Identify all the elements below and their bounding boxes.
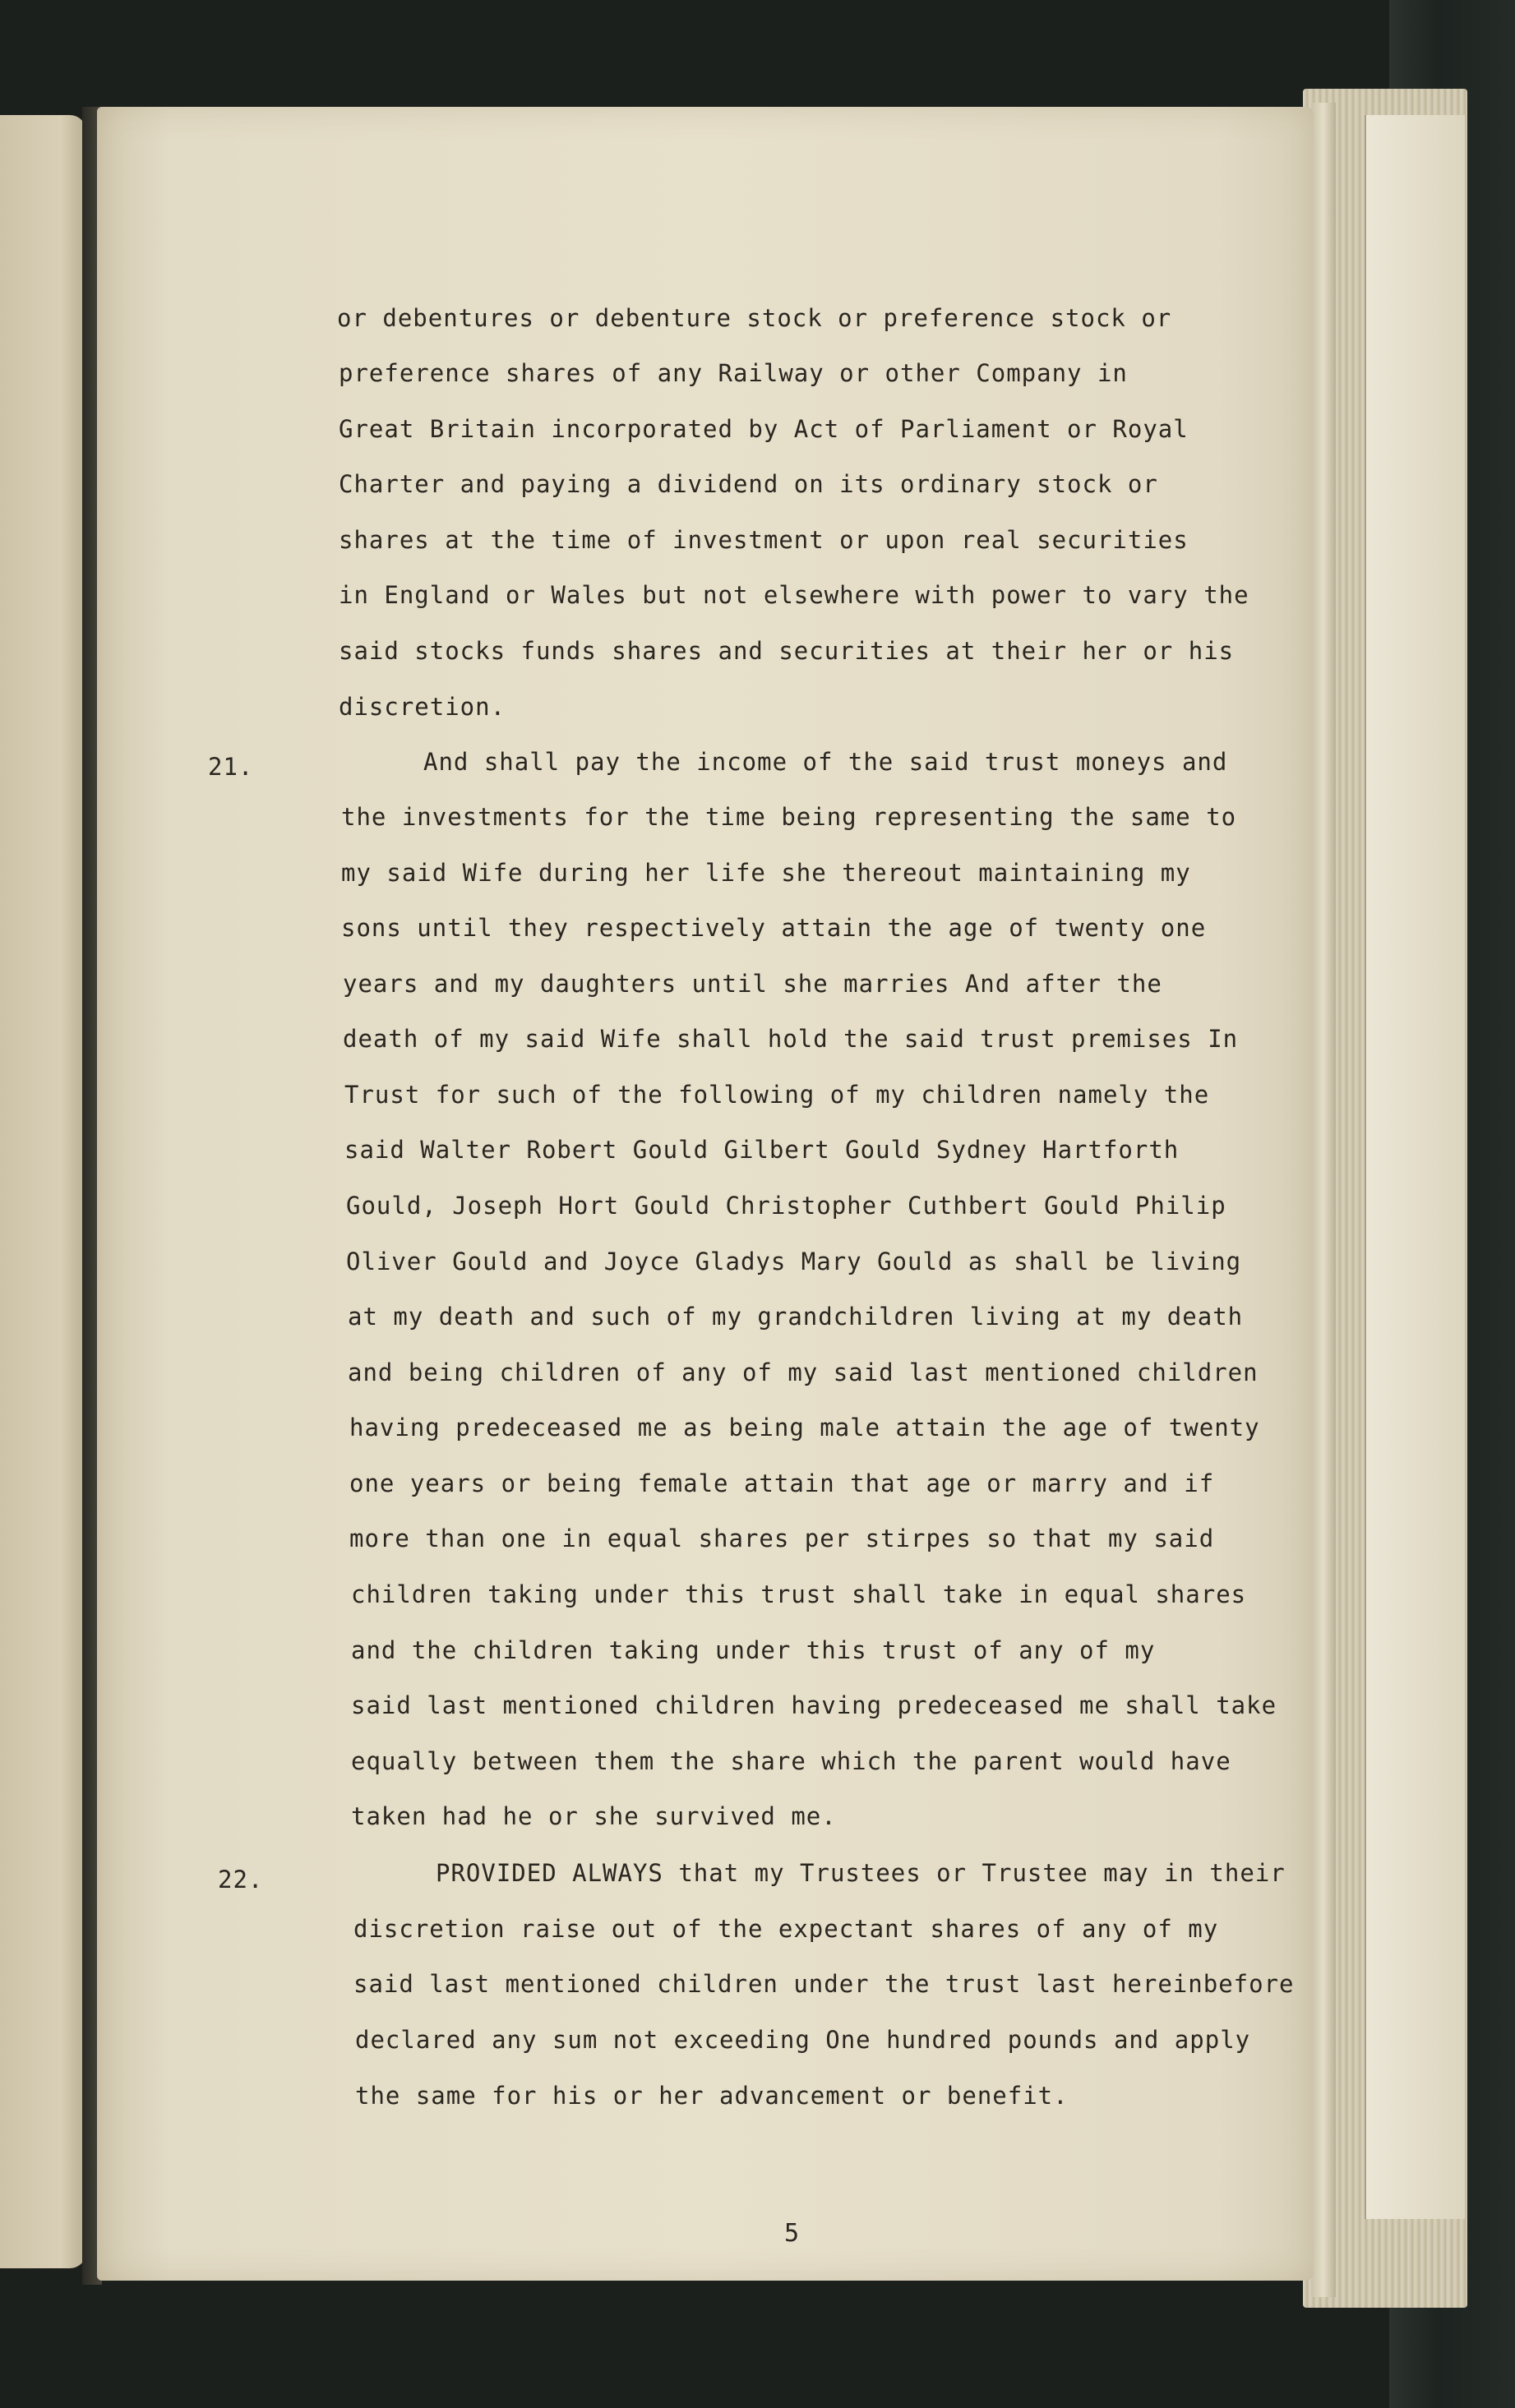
text-line: children taking under this trust shall take in equal shares: [351, 1580, 1247, 1608]
text-line: said stocks funds shares and securities at their her or his: [339, 637, 1235, 665]
text-line: said last mentioned children under the trust last hereinbefore: [353, 1970, 1295, 1998]
page-number: 5: [784, 2219, 800, 2248]
text-line: Trust for such of the following of my children namely the: [344, 1081, 1210, 1109]
text-line: discretion.: [339, 693, 506, 721]
text-line: Great Britain incorporated by Act of Parliament or Royal: [339, 415, 1189, 443]
text-line: declared any sum not exceeding One hundred pounds and apply: [355, 2026, 1251, 2054]
text-line: sons until they respectively attain the age of twenty one: [341, 914, 1207, 942]
text-line: or debentures or debenture stock or preference stock or: [337, 304, 1172, 332]
clause-number: 21.: [208, 753, 254, 781]
text-line: PROVIDED ALWAYS that my Trustees or Trustee may in their: [436, 1859, 1286, 1887]
text-line: the same for his or her advancement or benefit.: [355, 2082, 1069, 2110]
text-line: one years or being female attain that age or marry and if: [349, 1469, 1215, 1497]
clause-number: 22.: [218, 1866, 264, 1894]
text-line: Gould, Joseph Hort Gould Christopher Cuthbert Gould Philip: [346, 1192, 1226, 1220]
text-line: taken had he or she survived me.: [351, 1802, 837, 1830]
text-line: and being children of any of my said last mentioned children: [348, 1359, 1259, 1386]
text-line: Charter and paying a dividend on its ordinary stock or: [339, 470, 1158, 498]
text-line: And shall pay the income of the said trust moneys and: [423, 748, 1228, 776]
text-line: the investments for the time being representing the same to: [341, 803, 1237, 831]
text-line: more than one in equal shares per stirpes so that my said: [349, 1525, 1215, 1552]
text-line: having predeceased me as being male attain the age of twenty: [349, 1414, 1260, 1442]
text-line: at my death and such of my grandchildren living at my death: [348, 1303, 1244, 1331]
text-line: death of my said Wife shall hold the said trust premises In: [343, 1025, 1239, 1053]
text-line: equally between them the share which the parent would have: [351, 1747, 1231, 1775]
text-line: in England or Wales but not elsewhere with power to vary the: [339, 581, 1249, 609]
text-line: and the children taking under this trust of any of my: [351, 1636, 1156, 1664]
text-line: discretion raise out of the expectant shares of any of my: [353, 1915, 1219, 1943]
text-line: shares at the time of investment or upon real securities: [339, 526, 1189, 554]
text-line: my said Wife during her life she thereout maintaining my: [341, 859, 1191, 887]
text-line: Oliver Gould and Joyce Gladys Mary Gould as shall be living: [346, 1248, 1242, 1276]
text-line: preference shares of any Railway or other Company in: [339, 359, 1128, 387]
text-line: said last mentioned children having predeceased me shall take: [351, 1691, 1277, 1719]
text-line: said Walter Robert Gould Gilbert Gould Sydney Hartforth: [344, 1136, 1180, 1164]
text-line: years and my daughters until she marries And after the: [343, 970, 1162, 998]
